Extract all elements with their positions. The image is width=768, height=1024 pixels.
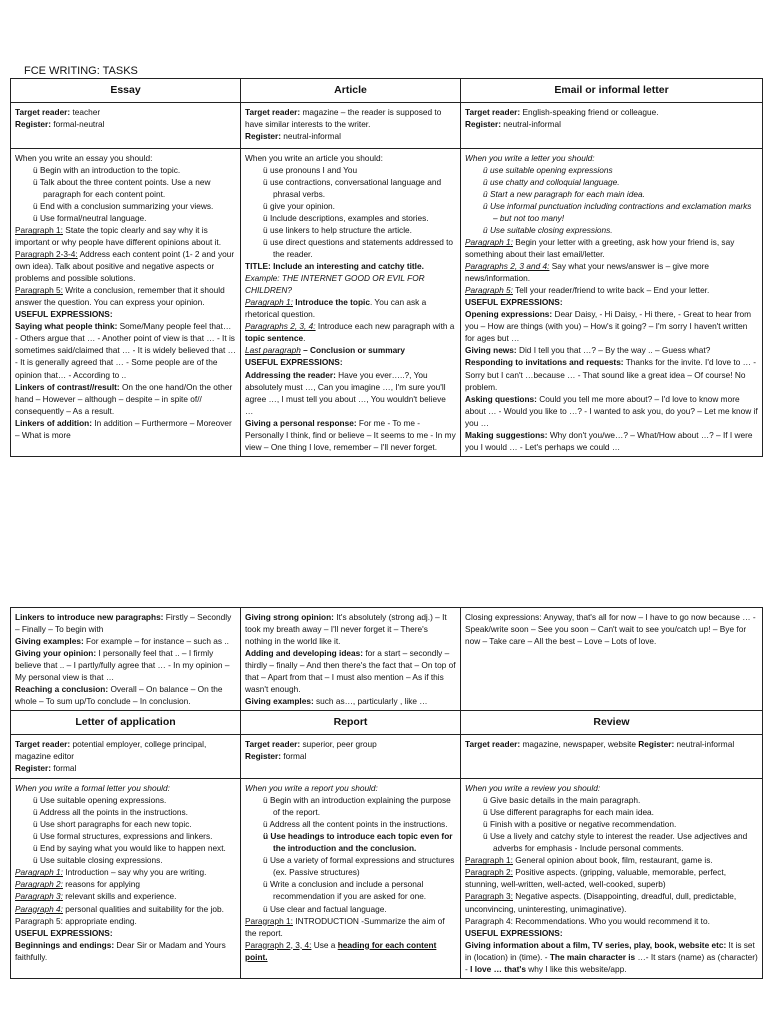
header-row [11, 711, 763, 735]
list-item: ü Address all the points in the instructions. [33, 807, 188, 818]
application-bullets [15, 794, 236, 866]
report-bullets [245, 794, 456, 914]
list-item: ü Begin with an introduction explaining the purpose of the report. [263, 795, 451, 818]
continuation-row [11, 608, 763, 711]
list-item: ü use direct questions and statements addressed to the reader. [263, 237, 454, 260]
list-item: ü End with a conclusion summarizing your views. [33, 201, 214, 212]
list-item: ü Include descriptions, examples and stories. [263, 213, 429, 224]
list-item: ü Use short paragraphs for each new topic. [33, 819, 192, 830]
header-review: Review [461, 711, 763, 735]
reader-register-row [11, 103, 763, 149]
list-item: ü Use suitable closing expressions. [33, 855, 163, 866]
list-item: ü Use a variety of formal expressions and structures (ex. Passive structures) [263, 855, 455, 878]
content-row [11, 149, 763, 456]
list-item: ü use suitable opening expressions [483, 165, 613, 176]
list-item: ü use contractions, conversational language and phrasal verbs. [263, 177, 442, 200]
email-continuation-cell: Closing expressions: Anyway, that's all for now – I have to go now because … - Speak/write soon – See you soon – Can't wait to see you/catch up! – Bye for now – Take care – All the best – Love – Lots of love. [461, 608, 763, 711]
application-content-cell: When you write a formal letter you should: ü Use suitable opening expressions. ü Address all the points in the instructions. ü Use short paragraphs for each new topic. ü Use formal structures, expressions and linkers. ü End by saying what you would like to happen next. ü Use suitable closing expressions. Paragraph 1: Introduction – say why you are writing. Paragraph 2: reasons for applying Paragraph 3: relevant skills and experience. Paragraph 4: personal qualities and suitability for the job. Paragraph 5: appropriate ending. USEFUL EXPRESSIONS: Beginnings and endings: Dear Sir or Madam and Yours faithfully. [11, 779, 241, 978]
review-reader-cell: Target reader: magazine, newspaper, website Register: neutral-informal [461, 735, 763, 779]
report-reader-cell: Target reader: superior, peer group Register: formal [241, 735, 461, 779]
header-email: Email or informal letter [461, 79, 763, 103]
list-item: ü Start a new paragraph for each main idea. [483, 189, 645, 200]
essay-continuation-cell: Linkers to introduce new paragraphs: Firstly – Secondly – Finally – To begin with Giving examples: For example – for instance – such as .. Giving your opinion: I personally feel that .. – I firmly believe that .. – I partly/fully agree that … - In my opinion – My personal view is that … Reaching a conclusion: Overall – On balance – On the whole – To sum up/To conclude – In conclusion. [11, 608, 241, 711]
header-essay: Essay [11, 79, 241, 103]
article-content-cell: When you write an article you should: ü use pronouns I and You ü use contractions, conversational language and phrasal verbs. ü give your opinion. ü Include descriptions, examples and stories. ü use linkers to help structure the article. ü use direct questions and statements addressed to the reader. TITLE: Include an interesting and catchy title. Example: THE INTERNET GOOD OR EVIL FOR CHILDREN? Paragraph 1: Introduce the topic. You can ask a rhetorical question. Paragraphs 2, 3, 4: Introduce each new paragraph with a topic sentence. Last paragraph – Conclusion or summary USEFUL EXPRESSIONS: Addressing the reader: Have you ever…..?, You absolutely must …, Can you imagine …, I'm sure you'll agree …, I must tell you about …, You wouldn't believe … Giving a personal response: For me - To me - Personally I think, find or believe – It seems to me - In my view – One thing I love, remember – I'll never forget. [241, 149, 461, 456]
list-item: ü Address all the content points in the instructions. [263, 819, 448, 830]
header-application: Letter of application [11, 711, 241, 735]
application-reader-cell: Target reader: potential employer, college principal, magazine editor Register: formal [11, 735, 241, 779]
report-content-cell: When you write a report you should: ü Begin with an introduction explaining the purpose of the report. ü Address all the content points in the instructions. ü Use headings to introduce each topic even for the introduction and the conclusion. ü Use a variety of formal expressions and structures (ex. Passive structures) ü Write a conclusion and include a personal recommendation if you are asked for one. ü Use clear and factual language. Paragraph 1: INTRODUCTION -Summarize the aim of the report. Paragraph 2, 3, 4: Use a heading for each content point. [241, 779, 461, 978]
header-article: Article [241, 79, 461, 103]
reader-register-row [11, 735, 763, 779]
email-reader-cell: Target reader: English-speaking friend or colleague. Register: neutral-informal [461, 103, 763, 149]
review-content-cell: When you write a review you should: ü Give basic details in the main paragraph. ü Use different paragraphs for each main idea. ü Finish with a positive or negative recommendation. ü Use a lively and catchy style to interest the reader. Use adjectives and adverbs for emphasis - Include personal comments. Paragraph 1: General opinion about book, film, restaurant, game is. Paragraph 2: Positive aspects. (gripping, valuable, memorable, perfect, stunning, well-written, well-acted, well-cooked, superb) Paragraph 3: Negative aspects. (Disappointing, dreadful, dull, predictable, unconvincing, uninteresting, unimaginative). Paragraph 4: Recommendations. Who you would recommend it to. USEFUL EXPRESSIONS: Giving information about a film, TV series, play, book, website etc: It is set in (location) in (time). - The main character is …- It stars (name) as (character) - I love … that's why I like this website/app. [461, 779, 763, 978]
review-bullets [465, 794, 758, 854]
list-item: ü Use clear and factual language. [263, 903, 387, 914]
list-item: ü Use informal punctuation including contractions and exclamation marks – but not too many! [483, 201, 752, 224]
content-row [11, 779, 763, 978]
list-item: ü Use suitable opening expressions. [33, 795, 167, 806]
list-item: ü Talk about the three content points. Use a new paragraph for each content point. [33, 177, 211, 200]
list-item: ü Use a lively and catchy style to interest the reader. Use adjectives and adverbs for emphasis - Include personal comments. [483, 831, 748, 854]
article-reader-cell: Target reader: magazine – the reader is supposed to have similar interests to the writer. Register: neutral-informal [241, 103, 461, 149]
list-item: ü Use formal/neutral language. [33, 213, 147, 224]
list-item: ü use pronouns I and You [263, 165, 358, 176]
header-report: Report [241, 711, 461, 735]
list-item: ü Give basic details in the main paragraph. [483, 795, 641, 806]
list-item: ü use linkers to help structure the article. [263, 225, 412, 236]
list-item: ü Use different paragraphs for each main idea. [483, 807, 654, 818]
document-title: FCE WRITING: TASKS [24, 65, 138, 77]
list-item: ü Begin with an introduction to the topic. [33, 165, 181, 176]
list-item: ü use chatty and colloquial language. [483, 177, 620, 188]
writing-tasks-table-bottom [10, 607, 763, 979]
list-item: ü Use formal structures, expressions and linkers. [33, 831, 213, 842]
essay-content-cell: When you write an essay you should: ü Begin with an introduction to the topic. ü Talk about the three content points. Use a new paragraph for each content point. ü End with a conclusion summarizing your views. ü Use formal/neutral language. Paragraph 1: State the topic clearly and say why it is important or why people have different opinions about it. Paragraph 2-3-4: Address each content point (1- 2 and your own idea). Talk about positive and negative aspects or problems and possible solutions. Paragraph 5: Write a conclusion, remember that it should answer the question. You can express your opinion. USEFUL EXPRESSIONS: Saying what people think: Some/Many people feel that… - Others argue that … - Another point of view is that … - It is sometimes said/claimed that … - It is widely believed that … - It is generally agreed that … - Some people are of the opinion that… - According to .. Linkers of contrast//result: On the one hand/On the other hand – However – although – despite – in spite of// consequently – As a result. Linkers of addition: In addition – Furthermore – Moreover – What is more [11, 149, 241, 456]
article-continuation-cell: Giving strong opinion: It's absolutely (strong adj.) – It took my breath away – I'll never forget it – There's nothing in the world like it. Adding and developing ideas: for a start – secondly – thirdly – finally – And then there's the fact that – On top of that – Apart from that – I must also mention – As if this wasn't enough. Giving examples: such as…, particularly , like … [241, 608, 461, 711]
article-bullets [245, 164, 456, 260]
list-item: ü Use suitable closing expressions. [483, 225, 613, 236]
essay-reader-cell: Target reader: teacher Register: formal-neutral [11, 103, 241, 149]
email-bullets [465, 164, 758, 236]
email-content-cell: When you write a letter you should: ü use suitable opening expressions ü use chatty and colloquial language. ü Start a new paragraph for each main idea. ü Use informal punctuation including contractions and exclamation marks – but not too many! ü Use suitable closing expressions. Paragraph 1: Begin your letter with a greeting, ask how your friend is, say something about their last email/letter. Paragraphs 2, 3 and 4: Say what your news/answer is – give more news/information. Paragraph 5: Tell your reader/friend to write back – End your letter. USEFUL EXPRESSIONS: Opening expressions: Dear Daisy, - Hi Daisy, - Hi there, - Great to hear from you – How are things (with you) – How's it going? – I'm sorry I haven't written for ages but … Giving news: Did I tell you that …? – By the way .. – Guess what? Responding to invitations and requests: Thanks for the invite. I'd love to … - Sorry but I can't …because … - That sound like a great idea – Of course! No problem. Asking questions: Could you tell me more about? – I'd love to know more about … - Would you like to …? - I wanted to ask you, do you? – Let me know if you … Making suggestions: Why don't you/we…? – What/How about …? – If I were you I would … - Let's perhaps we could … [461, 149, 763, 456]
list-item: ü Finish with a positive or negative recommendation. [483, 819, 677, 830]
header-row [11, 79, 763, 103]
list-item: ü Use headings to introduce each topic even for the introduction and the conclusion. [263, 831, 453, 854]
list-item: ü End by saying what you would like to happen next. [33, 843, 226, 854]
list-item: ü give your opinion. [263, 201, 335, 212]
writing-tasks-table-top [10, 78, 763, 457]
essay-bullets [15, 164, 236, 224]
list-item: ü Write a conclusion and include a personal recommendation if you are asked for one. [263, 879, 427, 902]
